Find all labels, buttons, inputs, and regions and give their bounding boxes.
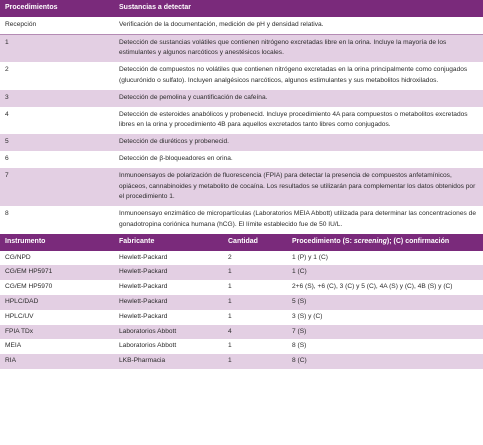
procedure-cell: Recepción bbox=[5, 20, 37, 28]
table-row bbox=[0, 90, 483, 107]
substance-cell: Detección de β-bloqueadores en orina. bbox=[119, 154, 233, 162]
procedure-cell: 1 (C) bbox=[292, 268, 307, 276]
table-row bbox=[0, 168, 483, 206]
table-row bbox=[0, 34, 483, 62]
quantity-cell: 1 bbox=[228, 268, 232, 276]
header-procedimiento-suffix: ); (C) confirmación bbox=[386, 237, 450, 245]
instrument-cell: CG/EM HP5971 bbox=[5, 268, 53, 276]
procedure-cell: 5 (S) bbox=[292, 297, 307, 305]
substance-cell: Inmunoensayo enzimático de micropartículas (Laboratorios MEIA Abbott) utilizada para determinar las concentraciones de gonadotropina coriónica humana (hCG). El límite establecido fue de 50 IU/L. bbox=[119, 210, 476, 228]
instrument-cell: HPLC/UV bbox=[5, 312, 34, 320]
instruments-header-row bbox=[0, 234, 483, 251]
quantity-cell: 1 bbox=[228, 283, 232, 291]
procedure-cell: 8 bbox=[5, 210, 9, 218]
maker-cell: Laboratorios Abbott bbox=[119, 342, 177, 350]
quantity-cell: 1 bbox=[228, 312, 232, 320]
procedure-cell: 7 bbox=[5, 171, 9, 179]
procedure-cell: 4 bbox=[5, 110, 9, 118]
instrument-cell: HPLC/DAD bbox=[5, 297, 39, 305]
instruments-table bbox=[0, 234, 483, 369]
procedure-cell: 1 bbox=[5, 38, 9, 46]
header-cantidad: Cantidad bbox=[228, 237, 258, 245]
procedure-cell: 1 (P) y 1 (C) bbox=[292, 253, 328, 261]
maker-cell: Laboratorios Abbott bbox=[119, 327, 177, 335]
maker-cell: Hewlett-Packard bbox=[119, 312, 168, 320]
table-row bbox=[0, 325, 483, 340]
instrument-cell: CG/NPD bbox=[5, 253, 31, 261]
procedure-cell: 8 (S) bbox=[292, 342, 307, 350]
procedure-cell: 3 bbox=[5, 93, 9, 101]
table-row bbox=[0, 280, 483, 295]
header-procedimientos: Procedimientos bbox=[5, 4, 58, 11]
table-row bbox=[0, 265, 483, 280]
maker-cell: LKB-Pharmacia bbox=[119, 357, 166, 365]
substance-cell: Verificación de la documentación, medición de pH y densidad relativa. bbox=[119, 20, 324, 28]
maker-cell: Hewlett-Packard bbox=[119, 253, 168, 261]
substance-cell: Inmunoensayos de polarización de fluorescencia (FPIA) para detectar la presencia de compuestos anfetamínicos, opiáceos, cannabinoides y metabolito de cocaína. Los resultados se utilizarán para complementar los datos obtenidos por el procedimiento 1. bbox=[119, 171, 476, 201]
maker-cell: Hewlett-Packard bbox=[119, 297, 168, 305]
header-procedimiento bbox=[287, 234, 483, 251]
substance-cell: Detección de compuestos no volátiles que contienen nitrógeno excretadas en la orina principalmente como conjugados (glucurónido o sulfato). Incluyen analgésicos narcóticos, algunos estimulantes y sus metabolitos hidroxilados. bbox=[119, 66, 468, 84]
procedure-cell: 7 (S) bbox=[292, 327, 307, 335]
header-instrumento: Instrumento bbox=[5, 237, 46, 245]
instrument-cell: MEIA bbox=[5, 342, 22, 350]
instrument-cell: RIA bbox=[5, 357, 16, 365]
header-procedimiento-prefix: Procedimiento (S: bbox=[292, 237, 354, 245]
procedure-cell: 6 bbox=[5, 154, 9, 162]
substance-cell: Detección de esteroides anabólicos y probenecid. Incluye procedimiento 4A para compuestos o metabolitos excretados libres en la orina y procedimiento 4B para aquellos excretados tanto libres como conjugados. bbox=[119, 110, 468, 129]
procedure-cell: 2+6 (S), +6 (C), 3 (C) y 5 (C), 4A (S) y (C), 4B (S) y (C) bbox=[292, 283, 453, 291]
table-row bbox=[0, 295, 483, 310]
header-fabricante: Fabricante bbox=[119, 237, 155, 245]
procedure-cell: 5 bbox=[5, 138, 9, 146]
instrument-cell: FPIA TDx bbox=[5, 327, 34, 335]
header-procedimiento-italic: screening bbox=[353, 237, 387, 245]
maker-cell: Hewlett-Packard bbox=[119, 283, 168, 291]
table-row bbox=[0, 17, 483, 34]
table-row bbox=[0, 339, 483, 354]
procedure-cell: 8 (C) bbox=[292, 357, 307, 365]
quantity-cell: 1 bbox=[228, 297, 232, 305]
procedure-cell: 3 (S) y (C) bbox=[292, 312, 323, 320]
quantity-cell: 4 bbox=[228, 327, 232, 335]
quantity-cell: 2 bbox=[228, 253, 232, 261]
header-sustancias: Sustancias a detectar bbox=[119, 4, 191, 11]
quantity-cell: 1 bbox=[228, 357, 232, 365]
table-row bbox=[0, 151, 483, 168]
quantity-cell: 1 bbox=[228, 342, 232, 350]
maker-cell: Hewlett-Packard bbox=[119, 268, 168, 276]
substance-cell: Detección de pemolina y cuantificación de cafeína. bbox=[119, 93, 268, 101]
procedure-cell: 2 bbox=[5, 66, 9, 74]
procedures-header-row bbox=[0, 0, 483, 17]
table-row bbox=[0, 354, 483, 369]
substance-cell: Detección de diuréticos y probenecid. bbox=[119, 138, 229, 146]
instrument-cell: CG/EM HP5970 bbox=[5, 283, 53, 291]
table-row bbox=[0, 134, 483, 151]
substance-cell: Detección de sustancias volátiles que contienen nitrógeno excretadas libre en la orina. Incluye la mayoría de los estimulantes y algunos narcóticos y anestésicos locales. bbox=[119, 38, 447, 57]
table-row bbox=[0, 206, 483, 234]
table-row bbox=[0, 251, 483, 266]
table-row bbox=[0, 107, 483, 135]
table-row bbox=[0, 62, 483, 90]
table-row bbox=[0, 310, 483, 325]
